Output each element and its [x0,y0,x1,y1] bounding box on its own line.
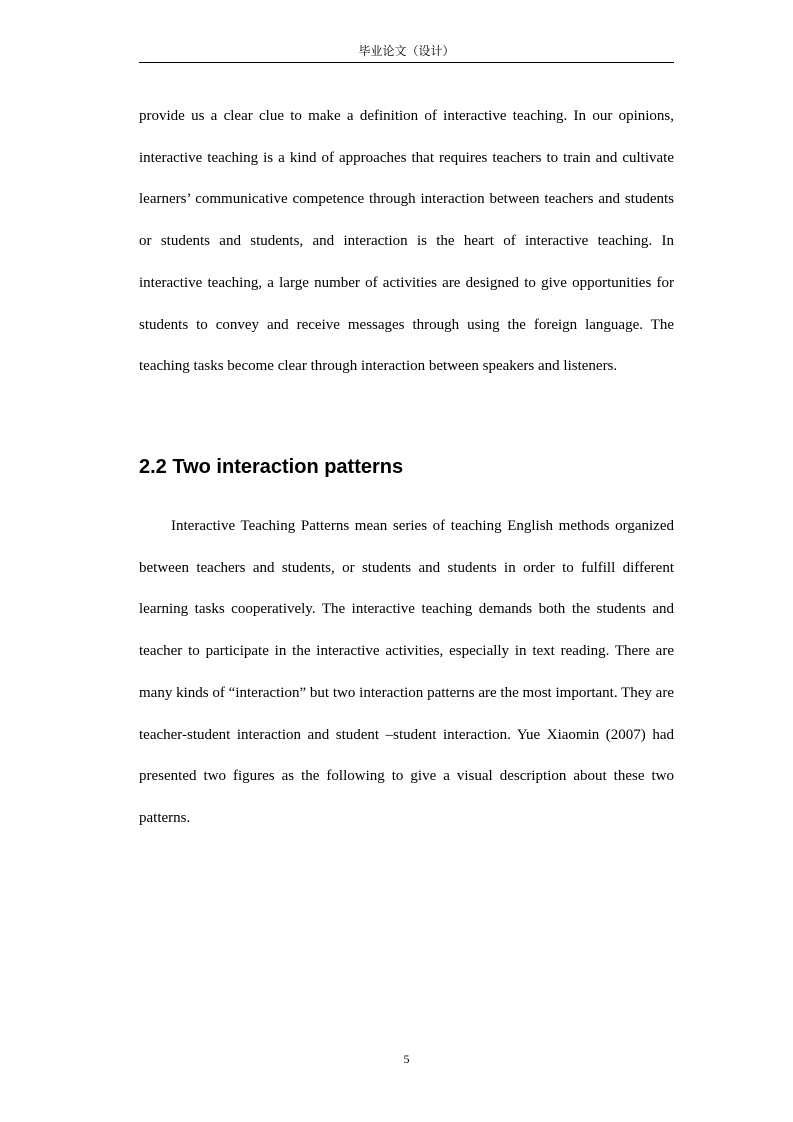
body-section-patterns [139,506,674,840]
section-heading: 2.2 Two interaction patterns [139,456,404,478]
page-number: 5 [403,1052,410,1066]
running-header: 毕业论文（设计） [358,44,455,58]
header-rule [139,62,674,63]
body-section-continued [139,96,674,388]
paragraph-definition: provide us a clear clue to make a definition of interactive teaching. In our opinions, interactive teaching is a kind of approaches that requires teachers to train and cultivate learners’ communicative competence through interaction between teachers and students or students and students, and interaction is the heart of interactive teaching. In interactive teaching, a large number of activities are designed to give opportunities for students to convey and receive messages through using the foreign language. The teaching tasks become clear through interaction between speakers and listeners. [139,108,674,375]
paragraph-patterns: Interactive Teaching Patterns mean series of teaching English methods organized between teachers and students, or students and students in order to fulfill different learning tasks cooperatively. The interactive teaching demands both the students and teacher to participate in the interactive activities, especially in text reading. There are many kinds of “interaction” but two interaction patterns are the most important. They are teacher-student interaction and student –student interaction. Yue Xiaomin (2007) had presented two figures as the following to give a visual description about these two patterns. [139,518,674,826]
